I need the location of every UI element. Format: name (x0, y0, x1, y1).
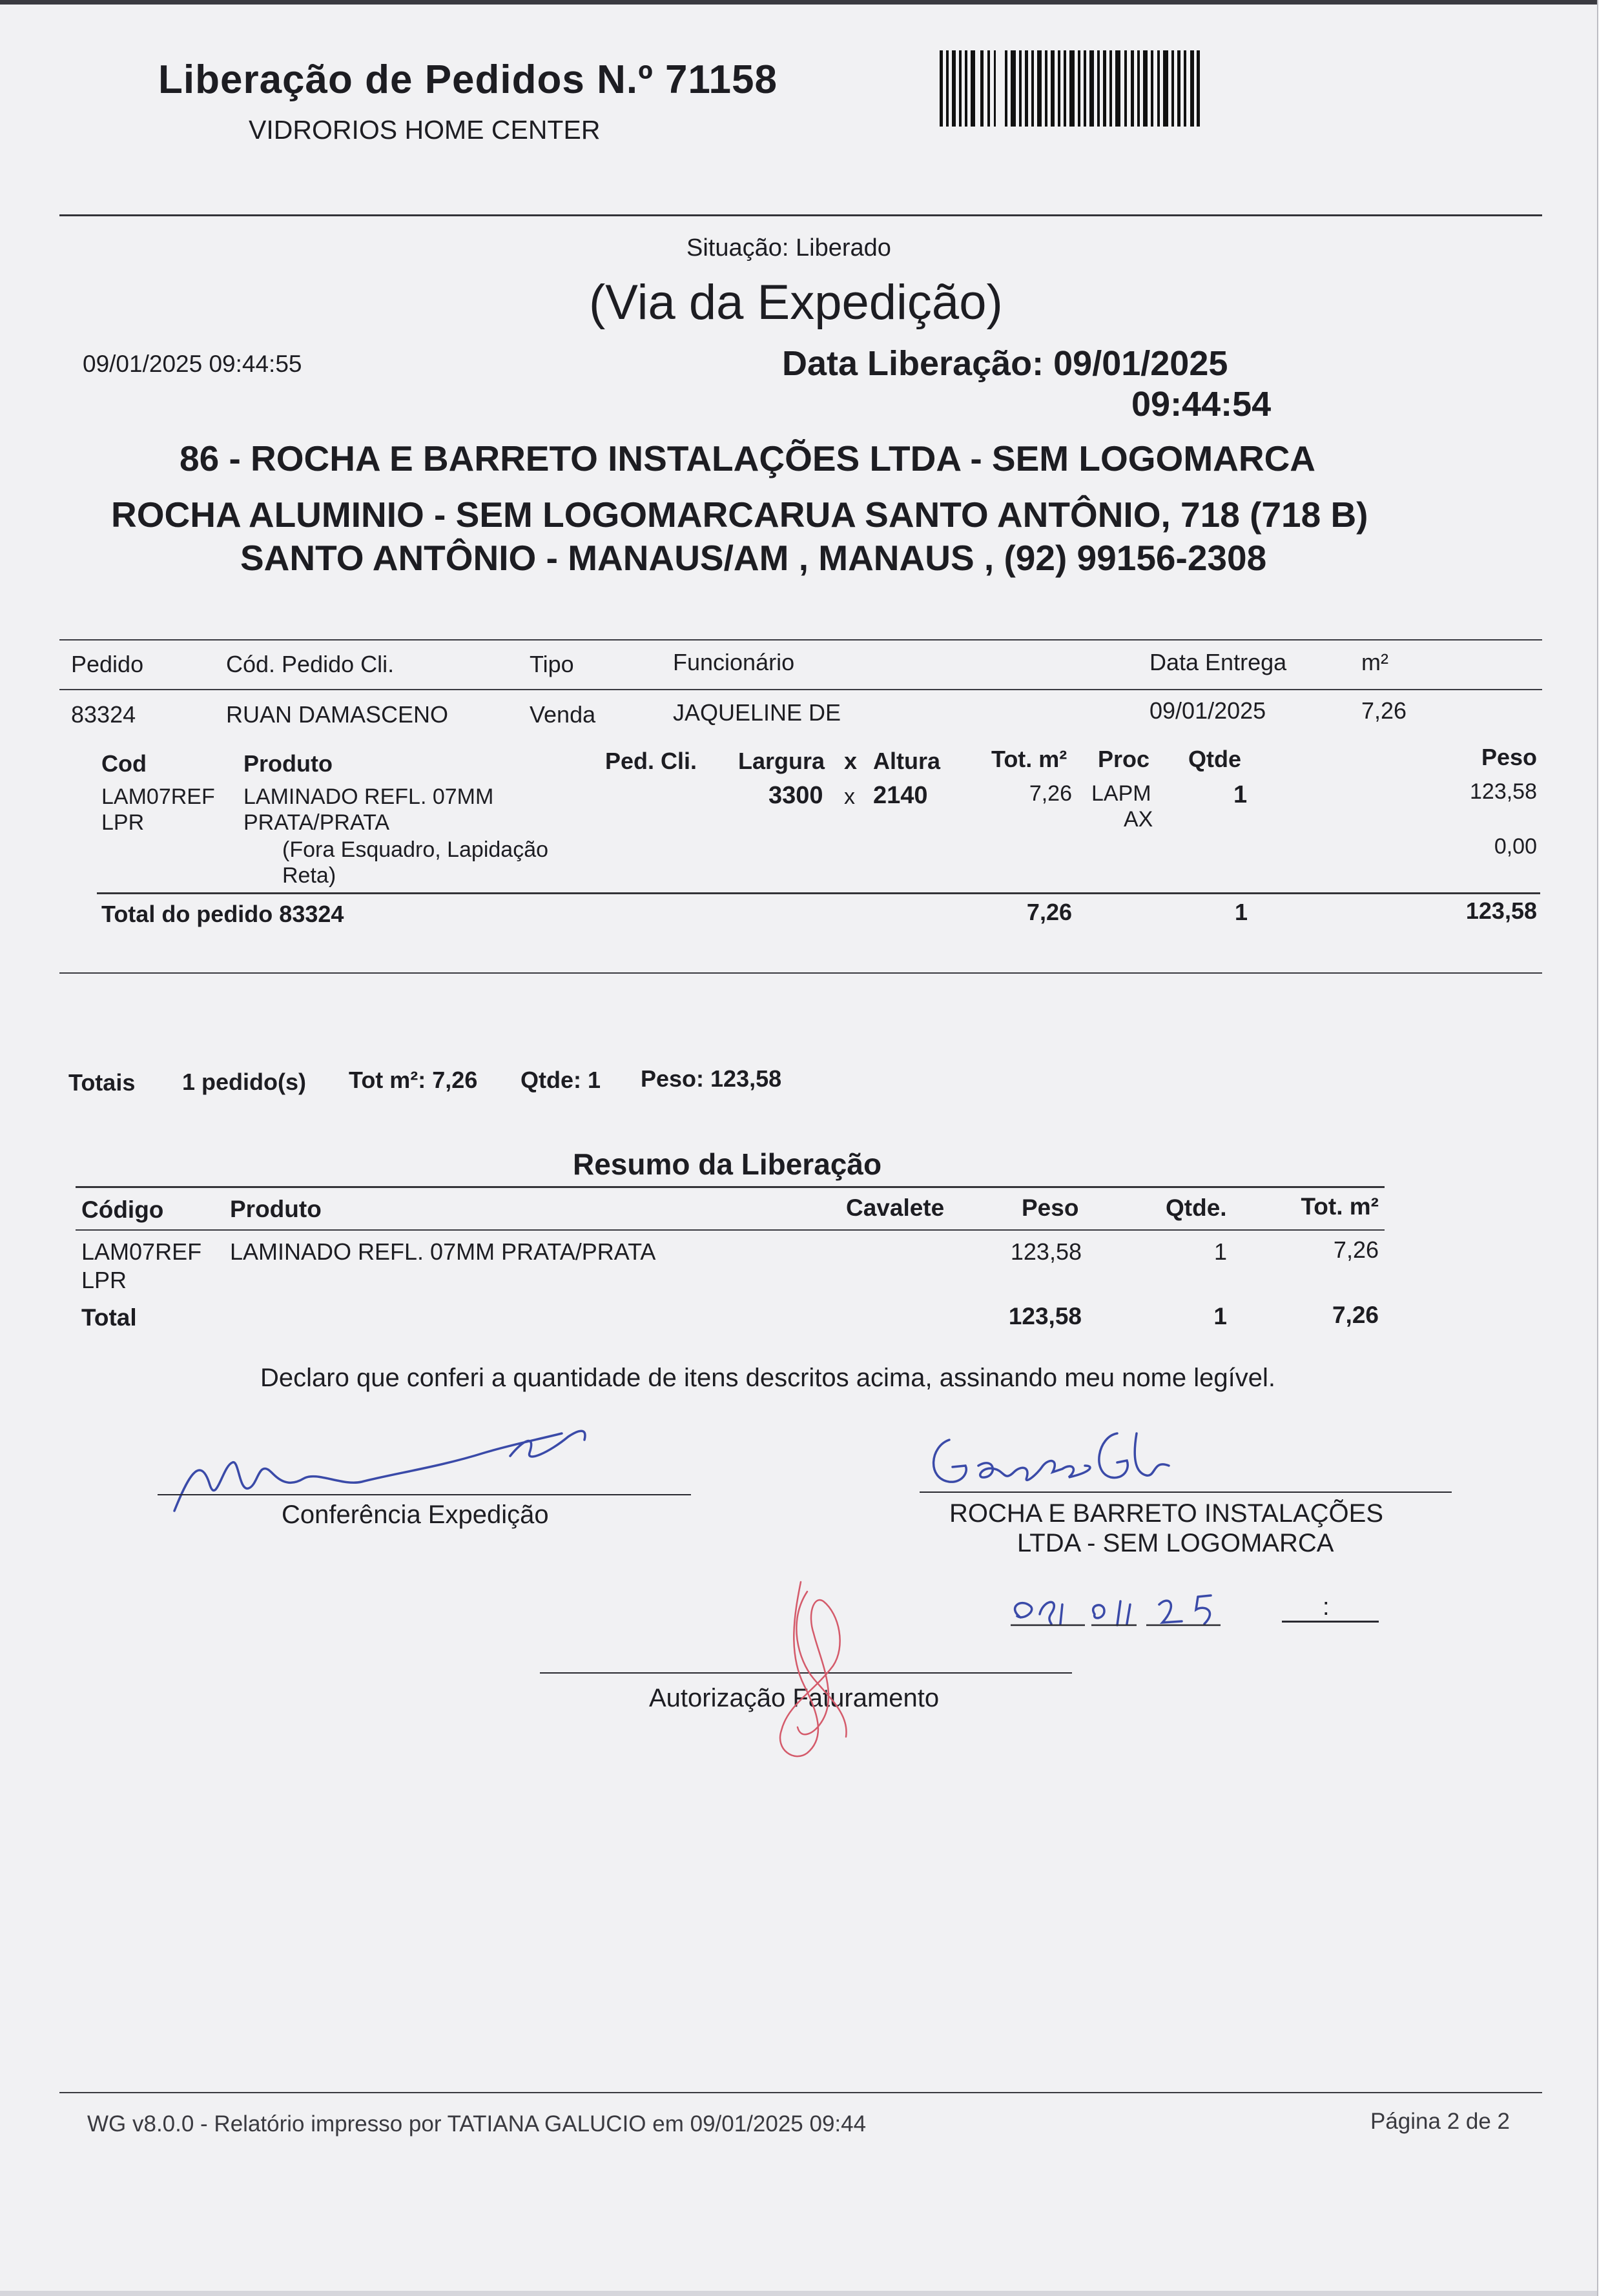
time-separator: : (1323, 1594, 1330, 1621)
summary-col-qtde: Qtde. (1166, 1194, 1227, 1221)
footer-rule (59, 2092, 1542, 2093)
client-line-3: SANTO ANTÔNIO - MANAUS/AM , MANAUS , (92) 99156-2308 (240, 538, 1267, 578)
summary-col-peso: Peso (1022, 1194, 1079, 1221)
col-tipo: Tipo (530, 651, 574, 677)
client-signature-line (920, 1491, 1452, 1493)
item-tot-m2: 7,26 (1029, 781, 1072, 806)
order-tipo: Venda (530, 701, 596, 728)
page-edge (1597, 0, 1608, 2296)
summary-tot-m2: 7,26 (1333, 1236, 1379, 1263)
client-line-2: ROCHA ALUMINIO - SEM LOGOMARCARUA SANTO ANTÔNIO, 718 (718 B) (111, 495, 1368, 535)
order-data-entrega: 09/01/2025 (1149, 697, 1266, 724)
item-obs-line2: Reta) (282, 863, 336, 888)
item-col-altura: Altura (873, 748, 941, 774)
totals-label: Totais (68, 1069, 136, 1096)
item-col-peso: Peso (1481, 744, 1537, 770)
summary-codigo-line1: LAM07REF (81, 1238, 202, 1265)
totals-m2: Tot m²: 7,26 (349, 1067, 478, 1093)
col-m2: m² (1361, 649, 1388, 675)
summary-header-rule (76, 1229, 1385, 1231)
summary-total-peso: 123,58 (1008, 1303, 1082, 1329)
item-x: x (844, 784, 855, 809)
top-border (0, 0, 1597, 5)
item-col-proc: Proc (1098, 746, 1150, 772)
totals-qtde: Qtde: 1 (521, 1067, 601, 1093)
client-sign-line2: LTDA - SEM LOGOMARCA (1017, 1529, 1334, 1557)
item-col-tot-m2: Tot. m² (991, 746, 1067, 772)
summary-col-produto: Produto (230, 1196, 322, 1222)
item-largura: 3300 (768, 782, 823, 809)
summary-codigo-line2: LPR (81, 1267, 127, 1293)
order-header-rule (59, 689, 1542, 690)
header-rule (59, 214, 1542, 216)
client-sign-line1: ROCHA E BARRETO INSTALAÇÕES (949, 1499, 1384, 1528)
summary-col-codigo: Código (81, 1196, 164, 1223)
order-total-peso: 123,58 (1465, 897, 1537, 924)
order-funcionario: JAQUELINE DE (673, 699, 841, 726)
item-produto-line2: PRATA/PRATA (243, 810, 390, 835)
col-data-entrega: Data Entrega (1149, 649, 1287, 675)
order-m2: 7,26 (1361, 697, 1407, 724)
col-pedido: Pedido (71, 651, 144, 677)
summary-total-label: Total (81, 1304, 137, 1331)
footer-right: Página 2 de 2 (1370, 2109, 1510, 2134)
client-signature (923, 1420, 1233, 1498)
item-cod-line2: LPR (101, 810, 145, 835)
item-cod-line1: LAM07REF (101, 784, 215, 809)
client-line-1: 86 - ROCHA E BARRETO INSTALAÇÕES LTDA - SEM LOGOMARCA (180, 438, 1316, 478)
release-date: Data Liberação: 09/01/2025 (782, 344, 1228, 383)
barcode (940, 50, 1200, 127)
order-pedido: 83324 (71, 701, 136, 728)
summary-peso: 123,58 (1010, 1238, 1082, 1265)
summary-col-cavalete: Cavalete (846, 1194, 945, 1221)
handwritten-date (1007, 1579, 1266, 1630)
autorizacao-label: Autorização Faturamento (649, 1684, 940, 1712)
item-proc-line2: AX (1124, 807, 1153, 832)
order-total-label: Total do pedido 83324 (101, 901, 344, 927)
order-table-bottom-rule (59, 972, 1542, 974)
item-obs-line1: (Fora Esquadro, Lapidação (282, 837, 549, 862)
time-blank (1282, 1601, 1379, 1623)
totals-pedidos: 1 pedido(s) (182, 1069, 307, 1095)
summary-total-qtde: 1 (1213, 1303, 1227, 1329)
red-signature (768, 1575, 859, 1769)
via-title: (Via da Expedição) (589, 275, 1003, 330)
item-col-largura: Largura (738, 748, 825, 774)
col-funcionario: Funcionário (673, 649, 795, 675)
summary-col-tot-m2: Tot. m² (1301, 1193, 1379, 1220)
item-peso: 123,58 (1470, 779, 1537, 804)
item-col-cod: Cod (101, 750, 147, 777)
totals-peso: Peso: 123,58 (641, 1065, 782, 1092)
declaration-text: Declaro que conferi a quantidade de itens descritos acima, assinando meu nome legível. (260, 1364, 1276, 1392)
bottom-border (0, 2291, 1597, 2296)
item-col-produto: Produto (243, 750, 333, 777)
summary-total-tot-m2: 7,26 (1332, 1302, 1379, 1328)
item-col-ped-cli: Ped. Cli. (605, 748, 697, 774)
summary-title: Resumo da Liberação (573, 1147, 882, 1181)
order-table-top-rule (59, 639, 1542, 641)
item-peso-obs: 0,00 (1494, 834, 1537, 859)
print-timestamp: 09/01/2025 09:44:55 (83, 351, 302, 377)
summary-produto: LAMINADO REFL. 07MM PRATA/PRATA (230, 1238, 656, 1265)
conferencia-label: Conferência Expedição (282, 1501, 549, 1529)
order-total-qtde: 1 (1235, 899, 1248, 925)
item-col-x: x (844, 748, 858, 774)
document-title: Liberação de Pedidos N.º 71158 (158, 57, 778, 102)
item-proc-line1: LAPM (1091, 781, 1151, 806)
order-cod-pedido-cli: RUAN DAMASCENO (226, 701, 449, 728)
order-total-m2: 7,26 (1026, 899, 1072, 925)
item-produto-line1: LAMINADO REFL. 07MM (243, 784, 494, 809)
item-col-qtde: Qtde (1188, 746, 1242, 772)
conferencia-line (158, 1494, 691, 1495)
status-text: Situação: Liberado (686, 234, 891, 261)
item-altura: 2140 (873, 782, 928, 809)
summary-top-rule (76, 1186, 1385, 1188)
company-name: VIDRORIOS HOME CENTER (249, 115, 601, 145)
item-qtde: 1 (1233, 781, 1248, 808)
release-time: 09:44:54 (1131, 385, 1272, 424)
col-cod-pedido-cli: Cód. Pedido Cli. (226, 651, 395, 677)
footer-left: WG v8.0.0 - Relatório impresso por TATIANA GALUCIO em 09/01/2025 09:44 (87, 2111, 867, 2137)
summary-qtde: 1 (1213, 1238, 1227, 1265)
item-total-rule (97, 892, 1540, 894)
